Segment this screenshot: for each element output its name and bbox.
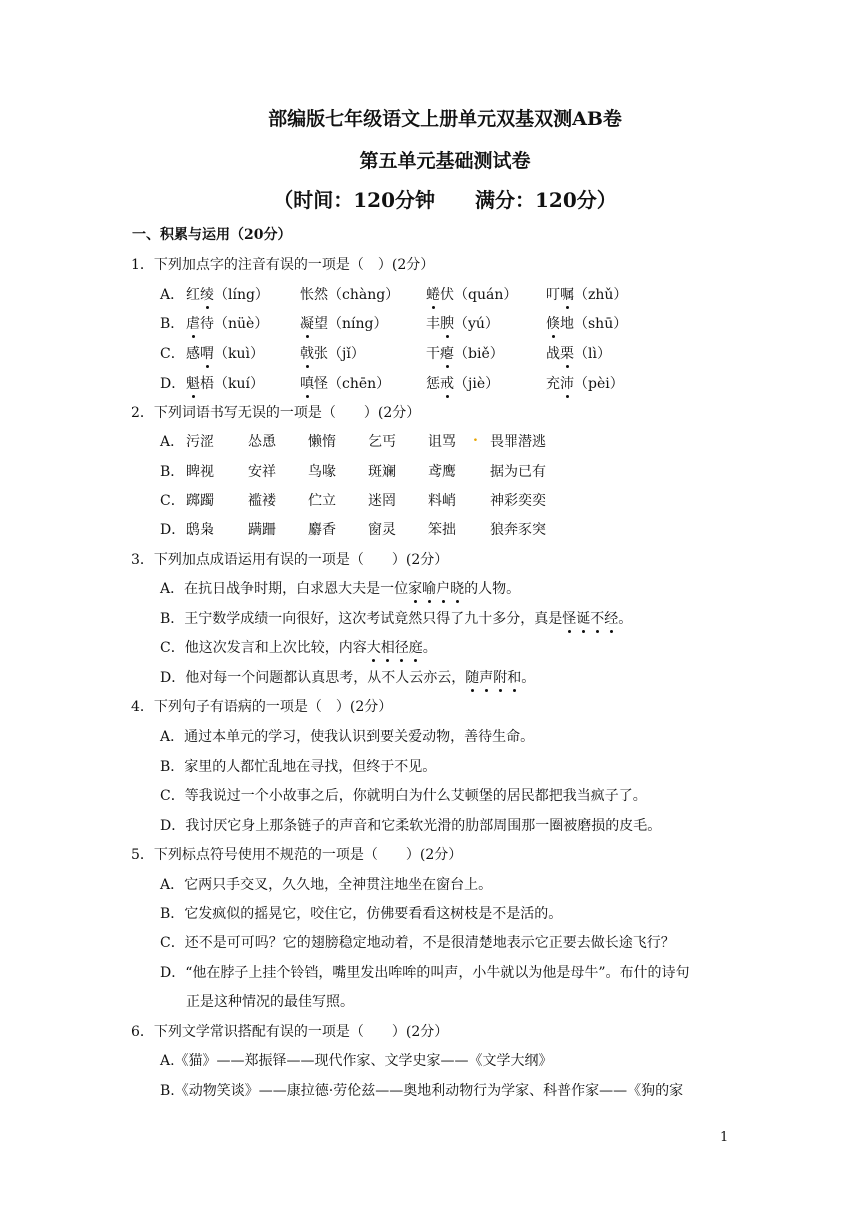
word-item: 据为已有	[490, 464, 546, 480]
word-item: 笨拙	[428, 522, 456, 538]
question-5-option-d-line1: D．“他在脖子上挂个铃铛，嘴里发出哞哞的叫声，小牛就以为他是母牛”。布什的诗句	[160, 965, 690, 981]
emphasis-char: 和	[507, 667, 521, 687]
emphasis-char: 庭	[409, 637, 423, 657]
word-item: 懒惰	[308, 434, 336, 450]
pinyin-item: 戟张（jǐ）	[300, 343, 365, 363]
pinyin-item: 怅然（chàng）	[300, 287, 400, 303]
word-item: 污涩	[186, 434, 214, 450]
word-item: 狼奔豕突	[490, 522, 546, 538]
page-title: 部编版七年级语文上册单元双基双测AB卷	[268, 108, 622, 130]
emphasis-char: 相	[381, 637, 395, 657]
emphasis-char: 戒	[440, 373, 454, 393]
option-label: A．	[160, 287, 185, 303]
question-2-stem: 2．下列词语书写无误的一项是（ ）(2分）	[131, 405, 421, 421]
page-number: 1	[720, 1130, 729, 1145]
word-item: 诅骂	[428, 434, 456, 450]
word-item: 窗灵	[368, 522, 396, 538]
emphasis-char: 附	[493, 667, 507, 687]
option-label: B．	[160, 464, 185, 480]
option-label: B．	[160, 316, 185, 332]
exam-info: （时间：120分钟 满分：120分）	[273, 188, 617, 212]
unit-title: 第五单元基础测试卷	[359, 150, 531, 172]
question-6-option-b: B.《动物笑谈》——康拉德·劳伦兹——奥地利动物行为学家、科普作家——《狗的家	[160, 1083, 684, 1099]
emphasis-char: 不	[590, 608, 604, 628]
question-1-stem: 1．下列加点字的注音有误的一项是（ ）(2分）	[131, 257, 435, 273]
emphasis-char: 喻	[422, 578, 436, 598]
emphasis-char: 怪	[562, 608, 576, 628]
pinyin-item: 感喟（kuì）	[186, 343, 264, 363]
emphasis-char: 大	[367, 637, 381, 657]
option-label: D．	[160, 376, 186, 392]
word-item: 鸢鹰	[428, 464, 456, 480]
emphasis-char: 倏	[546, 313, 560, 333]
question-5-option-c: C．还不是可可吗？它的翅膀稳定地动着，不是很清楚地表示它正要去做长途飞行？	[160, 935, 675, 951]
word-item: 斑斓	[368, 464, 396, 480]
question-5-option-a: A．它两只手交叉，久久地，全神贯注地坐在窗台上。	[160, 877, 493, 893]
option-label: D．	[160, 522, 186, 538]
pinyin-item: 干瘪（biě）	[426, 343, 504, 363]
option-label: A．	[160, 434, 185, 450]
word-item: 睥视	[186, 464, 214, 480]
question-3-option-b: B．王宁数学成绩一向很好，这次考试竟然只得了九十多分，真是怪诞不经。	[160, 608, 632, 628]
pinyin-item: 丰腴（yú）	[426, 313, 499, 333]
emphasis-char: 晓	[450, 578, 464, 598]
word-item: 麝香	[308, 522, 336, 538]
emphasis-char: 瘪	[440, 343, 454, 363]
word-item: 怂恿	[248, 434, 276, 450]
word-item: 踯躅	[186, 493, 214, 509]
pinyin-item: 蜷伏（quán）	[426, 284, 517, 304]
question-4-option-b: B．家里的人都忙乱地在寻找，但终于不见。	[160, 759, 437, 775]
option-label: C．	[160, 493, 185, 509]
pinyin-item: 凝望（níng）	[300, 313, 387, 333]
emphasis-char: 虐	[186, 313, 200, 333]
pinyin-item: 充沛（pèi）	[546, 373, 624, 393]
emphasis-char: 腴	[440, 313, 454, 333]
question-5-option-b: B．它发疯似的摇晃它，咬住它，仿佛要看看这树枝是不是活的。	[160, 906, 563, 922]
question-4-option-d: D．我讨厌它身上那条链子的声音和它柔软光滑的肋部周围那一圈被磨损的皮毛。	[160, 818, 662, 834]
pinyin-item: 叮嘱（zhǔ）	[546, 284, 627, 304]
word-item: 安祥	[248, 464, 276, 480]
emphasis-char: 绫	[200, 284, 214, 304]
emphasis-char: 随	[465, 667, 479, 687]
question-3-option-d: D．他对每一个问题都认真思考，从不人云亦云，随声附和。	[160, 667, 535, 687]
pinyin-item: 惩戒（jiè）	[426, 373, 499, 393]
emphasis-char: 嘱	[560, 284, 574, 304]
pinyin-item: 战栗（lì）	[546, 343, 611, 363]
question-6-stem: 6．下列文学常识搭配有误的一项是（ ）(2分）	[131, 1024, 449, 1040]
question-4-option-c: C．等我说过一个小故事之后，你就明白为什么艾顿堡的居民都把我当疯子了。	[160, 788, 647, 804]
word-item: 鸱枭	[186, 522, 214, 538]
word-item: 蹒跚	[248, 522, 276, 538]
word-item: 料峭	[428, 493, 456, 509]
emphasis-char: 经	[604, 608, 618, 628]
word-item: 鸟喙	[308, 464, 336, 480]
word-item: 畏罪潜逃	[490, 434, 546, 450]
emphasis-char: 戟	[300, 343, 314, 363]
section-heading: 一、积累与运用（20分）	[132, 227, 292, 243]
emphasis-char: 喟	[200, 343, 214, 363]
question-3-option-c: C．他这次发言和上次比较，内容大相径庭。	[160, 637, 437, 657]
pinyin-item: 倏地（shū）	[546, 313, 627, 333]
editor-mark: .	[473, 429, 478, 445]
word-item: 乞丐	[368, 434, 396, 450]
question-3-option-a: A．在抗日战争时期，白求恩大夫是一位家喻户晓的人物。	[160, 578, 520, 598]
emphasis-char: 声	[479, 667, 493, 687]
word-item: 神彩奕奕	[490, 493, 546, 509]
emphasis-char: 栗	[560, 343, 574, 363]
word-item: 迷罔	[368, 493, 396, 509]
option-label: C．	[160, 346, 185, 362]
emphasis-char: 凝	[300, 313, 314, 333]
emphasis-char: 魁	[186, 373, 200, 393]
pinyin-item: 嗔怪（chēn）	[300, 373, 390, 393]
emphasis-char: 户	[436, 578, 450, 598]
emphasis-char: 嗔	[300, 373, 314, 393]
question-5-option-d-line2: 正是这种情况的最佳写照。	[186, 994, 354, 1010]
emphasis-char: 蜷	[426, 284, 440, 304]
emphasis-char: 沛	[560, 373, 574, 393]
pinyin-item: 虐待（nüè）	[186, 313, 268, 333]
question-3-stem: 3．下列加点成语运用有误的一项是（ ）(2分）	[131, 552, 449, 568]
emphasis-char: 诞	[576, 608, 590, 628]
question-5-stem: 5．下列标点符号使用不规范的一项是（ ）(2分）	[131, 847, 463, 863]
question-4-stem: 4．下列句子有语病的一项是（ ）(2分）	[131, 699, 393, 715]
pinyin-item: 魁梧（kuí）	[186, 373, 264, 393]
emphasis-char: 家	[408, 578, 422, 598]
emphasis-char: 径	[395, 637, 409, 657]
word-item: 褴褛	[248, 493, 276, 509]
question-4-option-a: A．通过本单元的学习，使我认识到要关爱动物，善待生命。	[160, 729, 535, 745]
word-item: 伫立	[308, 493, 336, 509]
pinyin-item: 红绫（líng）	[186, 284, 269, 304]
question-6-option-a: A.《猫》——郑振铎——现代作家、文学史家——《文学大纲》	[160, 1053, 553, 1069]
